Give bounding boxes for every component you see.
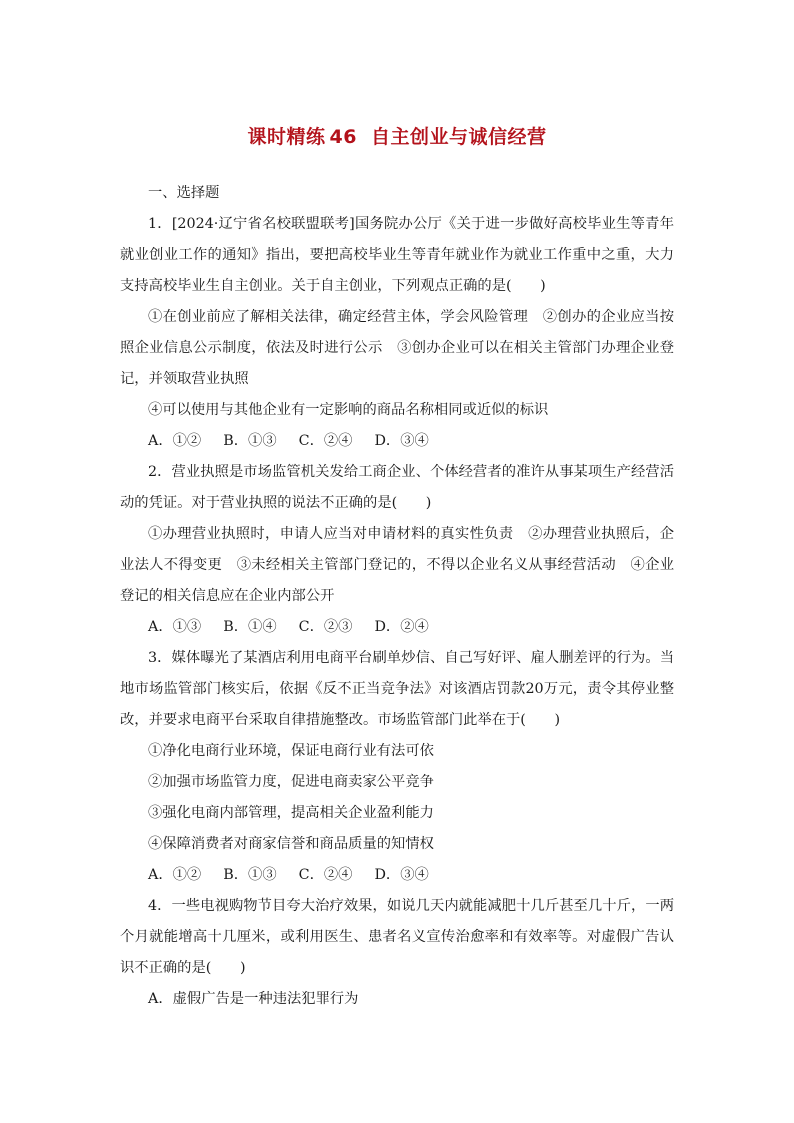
option-a[interactable]: A．①② [148, 867, 202, 883]
question-list [120, 178, 674, 1015]
option-d[interactable]: D．②④ [374, 619, 429, 635]
section-heading: 一、选择题 [148, 185, 220, 201]
question-2-options [120, 612, 674, 643]
option-b[interactable]: B．①③ [223, 433, 277, 449]
question-2-statement: ①办理营业执照时，申请人应当对申请材料的真实性负责 ②办理营业执照后，企业法人不得变更 ③未经相关主管部门登记的，不得以企业名义从事经营活动 ④企业登记的相关信息应在企业内部公开 [120, 526, 674, 604]
option-c[interactable]: C．②③ [298, 619, 353, 635]
question-4-options [120, 984, 674, 1015]
option-a[interactable]: A．①② [148, 433, 202, 449]
option-b[interactable]: B．①③ [223, 867, 277, 883]
option-b[interactable]: B．①④ [223, 619, 277, 635]
question-3-statement: ④保障消费者对商家信誉和商品质量的知情权 [148, 836, 434, 852]
title-topic: 自主创业与诚信经营 [370, 126, 547, 148]
option-a[interactable]: A．①③ [148, 619, 202, 635]
question-3-statement: ②加强市场监管力度，促进电商卖家公平竞争 [148, 774, 434, 790]
title-number: 46 [329, 126, 357, 148]
question-3-statement: ③强化电商内部管理，提高相关企业盈利能力 [148, 805, 434, 821]
question-1-statement: ①在创业前应了解相关法律，确定经营主体，学会风险管理 ②创办的企业应当按照企业信息公示制度，依法及时进行公示 ③创办企业可以在相关主管部门办理企业登记，并领取营业执照 [120, 309, 674, 387]
question-4-stem: 4．一些电视购物节目夸大治疗效果，如说几天内就能减肥十几斤甚至几十斤，一两个月就能增高十几厘米，或利用医生、患者名义宣传治愈率和有效率等。对虚假广告认识不正确的是( ) [120, 898, 674, 976]
option-d[interactable]: D．③④ [374, 867, 429, 883]
question-1-options [120, 426, 674, 457]
question-3-options [120, 860, 674, 891]
option-c[interactable]: C．②④ [298, 867, 353, 883]
question-1-stem: 1．[2024·辽宁省名校联盟联考]国务院办公厅《关于进一步做好高校毕业生等青年就业创业工作的通知》指出，要把高校毕业生等青年就业作为就业工作重中之重，大力支持高校毕业生自主创业。关于自主创业，下列观点正确的是( ) [120, 216, 674, 294]
option-a[interactable]: A．虚假广告是一种违法犯罪行为 [148, 991, 359, 1007]
title-prefix: 课时精练 [247, 126, 326, 148]
question-1-statement: ④可以使用与其他企业有一定影响的商品名称相同或近似的标识 [148, 402, 549, 418]
option-d[interactable]: D．③④ [374, 433, 429, 449]
question-3-stem: 3．媒体曝光了某酒店利用电商平台刷单炒信、自己写好评、雇人删差评的行为。当地市场监管部门核实后，依据《反不正当竞争法》对该酒店罚款20万元，责令其停业整改，并要求电商平台采取自律措施整改。市场监管部门此举在于( ) [120, 650, 674, 728]
question-2-stem: 2．营业执照是市场监管机关发给工商企业、个体经营者的准许从事某项生产经营活动的凭证。对于营业执照的说法不正确的是( ) [120, 464, 674, 511]
option-c[interactable]: C．②④ [298, 433, 353, 449]
question-3-statement: ①净化电商行业环境，保证电商行业有法可依 [148, 743, 434, 759]
page-title [0, 122, 794, 149]
